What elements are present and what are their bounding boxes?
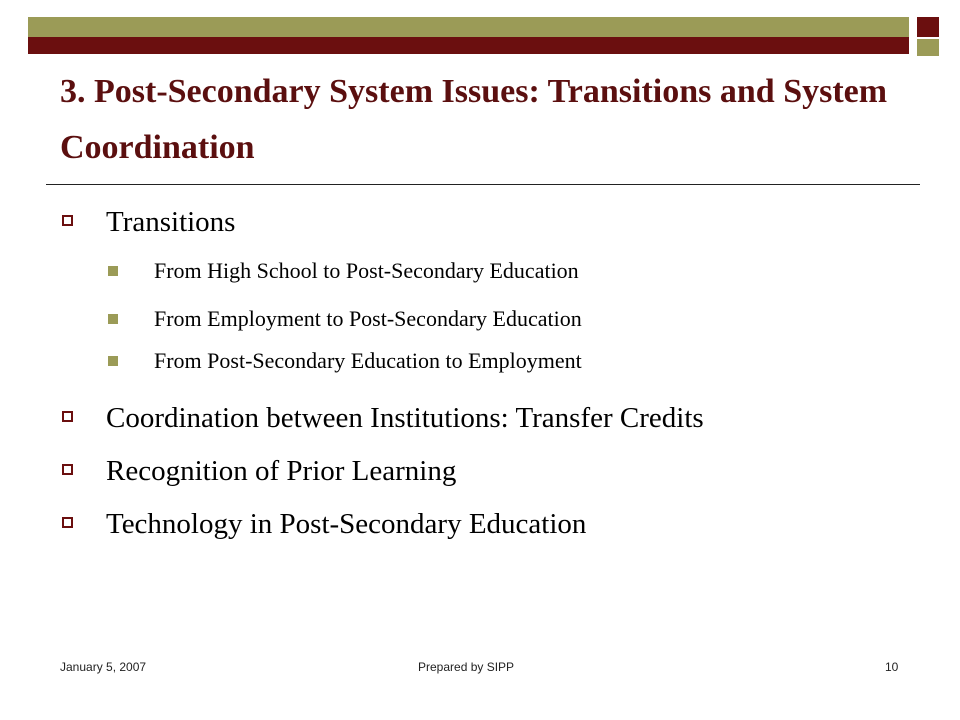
footer-prepared-by: Prepared by SIPP bbox=[418, 660, 515, 674]
footer-date: January 5, 2007 bbox=[60, 660, 147, 674]
maroon-bar bbox=[28, 37, 909, 54]
filled-square-bullet-icon bbox=[108, 356, 118, 366]
hollow-square-bullet-icon bbox=[62, 517, 73, 528]
slide-title: 3. Post-Secondary System Issues: Transitions and System Coordination bbox=[60, 73, 888, 166]
bullet-text: Technology in Post-Secondary Education bbox=[106, 508, 587, 540]
subbullet-text: From Post-Secondary Education to Employment bbox=[154, 348, 582, 373]
olive-bar bbox=[28, 17, 909, 37]
olive-square bbox=[917, 39, 939, 56]
title-divider bbox=[46, 184, 920, 185]
bullet-text: Recognition of Prior Learning bbox=[106, 455, 457, 487]
filled-square-bullet-icon bbox=[108, 266, 118, 276]
maroon-square bbox=[917, 17, 939, 37]
hollow-square-bullet-icon bbox=[62, 464, 73, 475]
hollow-square-bullet-icon bbox=[62, 411, 73, 422]
bullet-text: Transitions bbox=[106, 206, 236, 238]
bullet-text: Coordination between Institutions: Transfer Credits bbox=[106, 402, 704, 434]
subbullet-text: From High School to Post-Secondary Education bbox=[154, 258, 579, 283]
subbullet-text: From Employment to Post-Secondary Education bbox=[154, 306, 582, 331]
filled-square-bullet-icon bbox=[108, 314, 118, 324]
hollow-square-bullet-icon bbox=[62, 215, 73, 226]
slide-number: 10 bbox=[885, 660, 899, 674]
